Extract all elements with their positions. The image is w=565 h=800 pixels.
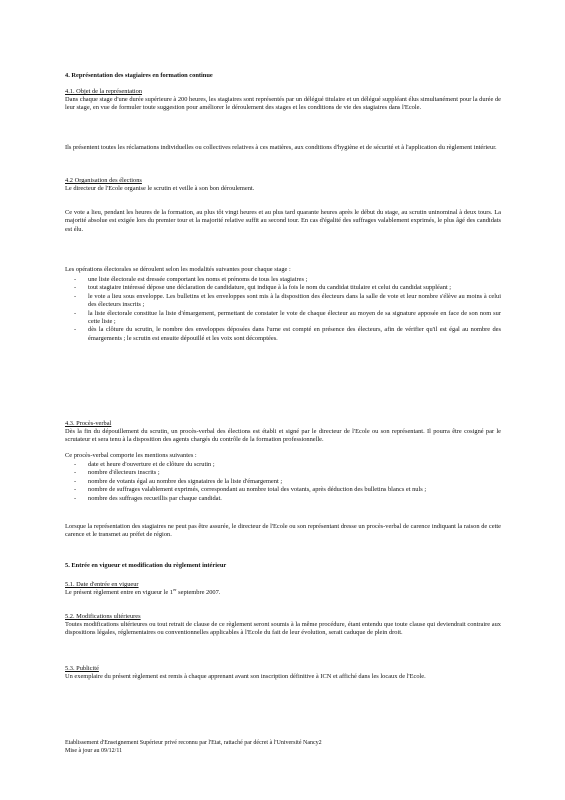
- paragraph-4-3-a: Dès la fin du dépouillement du scrutin, un procès-verbal des élections est établi et signé par le directeur de l'Ecole ou son représentant. Il pourra être cosigné par le scrutateur et sera tenu à la disposition des agents chargés du contrôle de la formation professionnelle.: [65, 428, 501, 444]
- paragraph-5-3: Un exemplaire du présent règlement est remis à chaque apprenant avant son inscription définitive à ICN et affiché dans les locaux de l'Ecole.: [65, 673, 426, 680]
- paragraph-4-2-a: Le directeur de l'Ecole organise le scrutin et veille à son bon déroulement.: [65, 185, 255, 192]
- paragraph-4-2-b: Ce vote a lieu, pendant les heures de la formation, au plus tôt vingt heures et au plus tard quarante heures après le début du stage, au scrutin uninominal à deux tours. La majorité absolue est exigée lors du premier tour et la majorité relative suffit au second tour. En cas d'égalité des suffrages valablement exprimés, le plus âgé des candidats est élu.: [65, 209, 501, 233]
- heading-4-2: 4.2 Organisation des élections: [65, 177, 142, 184]
- paragraph-4-3-b: Ce procès-verbal comporte les mentions suivantes :: [65, 452, 197, 459]
- heading-5-2: 5.2. Modifications ultérieures: [65, 613, 141, 620]
- list-item: - une liste électorale est dressée comportant les noms et prénoms de tous les stagiaires ;: [74, 276, 308, 283]
- heading-4-1: 4.1. Objet de la représentation: [65, 88, 143, 95]
- list-item: - nombre des suffrages recueillis par chaque candidat.: [74, 494, 222, 502]
- list-item: - nombre de votants égal au nombre des signataires de la liste d'émargement ;: [74, 477, 283, 485]
- paragraph-4-2-c: Les opérations électorales se déroulent selon les modalités suivantes pour chaque stage :: [65, 266, 291, 273]
- paragraph-5-2: Toutes modifications ultérieures ou tout retrait de clause de ce règlement seront soumis à la même procédure, étant entendu que toute clause qui deviendrait contraire aux dispositions légales, réglementaires ou conventionnelles applicables à l'Ecole du fait de leur évolution, serait caduque de plein droit.: [65, 621, 501, 637]
- list-item: - nombre de suffrages valablement exprimés, correspondant au nombre total des votants, après déduction des bulletins blancs et nuls ;: [74, 486, 427, 494]
- heading-5-1: 5.1. Date d'entrée en vigueur: [65, 581, 139, 588]
- heading-4-3: 4.3. Procès-verbal: [65, 420, 112, 427]
- footer-update-date: Mise à jour au 09/12/11: [65, 748, 123, 754]
- list-item: - nombre d'électeurs inscrits ;: [74, 469, 160, 477]
- paragraph-4-1-b: Ils présentent toutes les réclamations individuelles ou collectives relatives à ces matières, aux conditions d'hygiène et de sécurité et à l'application du règlement intérieur.: [65, 144, 497, 151]
- list-item: - date et heure d'ouverture et de clôture du scrutin ;: [74, 461, 215, 468]
- section-4-title: 4. Représentation des stagiaires en formation continue: [65, 72, 213, 79]
- section-5-title: 5. Entrée en vigueur et modification du règlement intérieur: [65, 562, 227, 569]
- minutes-mentions-list: [74, 461, 501, 503]
- heading-5-3: 5.3. Publicité: [65, 665, 99, 672]
- list-item: - dès la clôture du scrutin, le nombre des enveloppes déposées dans l'urne est compté en présence des électeurs, afin de vérifier qu'il est égal au nombre des émargements ; le scrutin est ensuite dépouillé et les voix sont décomptées.: [74, 326, 501, 342]
- paragraph-4-1-a: Dans chaque stage d'une durée supérieure à 200 heures, les stagiaires sont représentés par un délégué titulaire et un délégué suppléant élus simultanément pour la durée de leur stage, en vue de formuler toute suggestion pour améliorer le déroulement des stages et les conditions de vie des stagiaires dans l'Ecole.: [65, 96, 501, 112]
- election-steps-list: [74, 276, 501, 343]
- list-item: - la liste électorale constitue la liste d'émargement, permettant de constater le vote de chaque électeur au moyen de sa signature apposée en face de son nom sur cette liste ;: [74, 309, 501, 326]
- paragraph-5-1: Le présent règlement entre en vigueur le 1er septembre 2007.: [65, 586, 221, 596]
- paragraph-4-3-c: Lorsque la représentation des stagiaires ne peut pas être assurée, le directeur de l'Ecole ou son représentant dresse un procès-verbal de carence indiquant la raison de cette carence et le transmet au préfet de région.: [65, 523, 501, 539]
- list-item: - le vote a lieu sous enveloppe. Les bulletins et les enveloppes sont mis à la disposition des électeurs dans la salle de vote et leur nombre s'élève au moins à celui des électeurs inscrits ;: [74, 292, 501, 309]
- footer-institution: Etablissement d'Enseignement Supérieur privé reconnu par l'Etat, rattaché par décret à l'Université Nancy2: [65, 740, 322, 746]
- list-item: - tout stagiaire intéressé dépose une déclaration de candidature, qui indique à la fois le nom du candidat titulaire et celui du candidat suppléant ;: [74, 284, 452, 292]
